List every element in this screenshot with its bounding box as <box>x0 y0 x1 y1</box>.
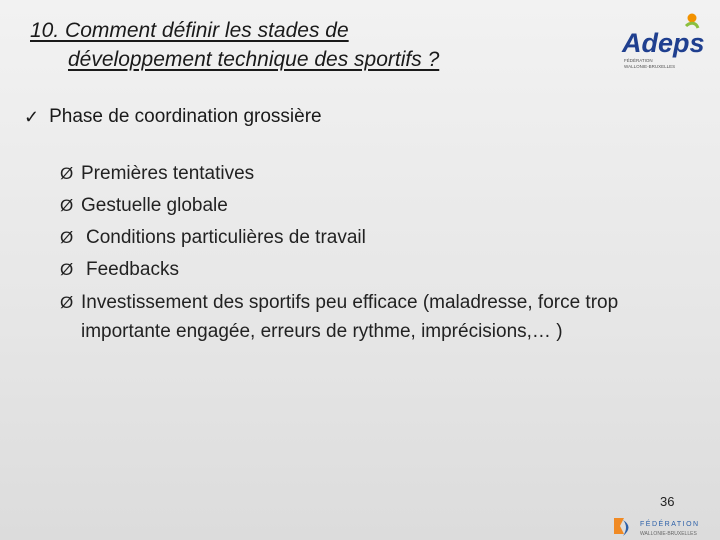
federation-logo-word: FÉDÉRATION <box>640 521 700 528</box>
adeps-logo-sub1: FÉDÉRATION <box>624 58 653 63</box>
page-number: 36 <box>660 494 675 509</box>
title-line-1: 10. Comment définir les stades de <box>30 19 349 42</box>
federation-logo <box>610 514 720 540</box>
list-item <box>60 254 700 286</box>
list-item-text: Gestuelle globale <box>81 195 228 216</box>
list-item-text: Feedbacks <box>86 259 179 280</box>
bullet-list <box>60 158 700 346</box>
arrow-bullet-icon: Ø <box>60 164 74 183</box>
phase-heading-row <box>24 106 322 128</box>
arrow-bullet-icon: Ø <box>60 260 74 279</box>
arrow-bullet-icon: Ø <box>60 228 74 247</box>
federation-logo-mark-orange <box>614 518 624 534</box>
adeps-logo <box>612 8 712 72</box>
list-item-text: Premières tentatives <box>81 163 255 184</box>
phase-heading: Phase de coordination grossière <box>49 106 322 127</box>
federation-logo-sub: WALLONIE-BRUXELLES <box>640 531 697 537</box>
arrow-bullet-icon: Ø <box>60 196 74 215</box>
arrow-bullet-icon: Ø <box>60 293 74 312</box>
adeps-logo-dot <box>688 14 697 23</box>
list-item <box>60 158 700 190</box>
list-item <box>60 222 700 254</box>
adeps-logo-word: Adeps <box>622 28 705 58</box>
adeps-logo-sub2: WALLONIE-BRUXELLES <box>624 64 676 69</box>
list-item-text: Conditions particulières de travail <box>86 227 366 248</box>
list-item <box>60 190 700 222</box>
slide-title <box>30 16 550 74</box>
federation-logo-mark-blue <box>623 520 629 536</box>
check-icon: ✓ <box>24 106 40 127</box>
list-item <box>60 288 700 346</box>
list-item-text: Investissement des sportifs peu efficace (maladresse, force trop importante engagée, erreurs de rythme, imprécisions,… ) <box>81 292 619 342</box>
title-line-2: développement technique des sportifs ? <box>68 48 440 71</box>
